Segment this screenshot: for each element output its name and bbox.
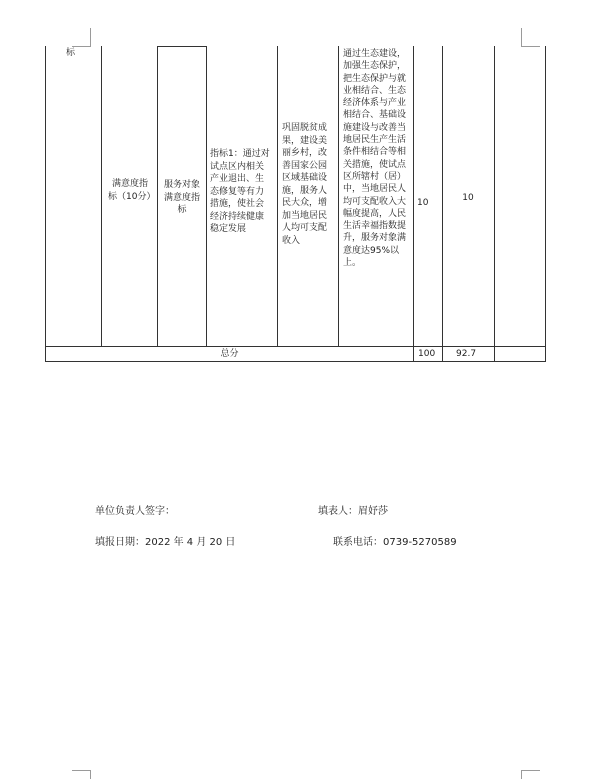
table-rule-subdim-top bbox=[157, 46, 207, 47]
row-label-fragment: 标 bbox=[66, 48, 76, 58]
table-rule-col4 bbox=[277, 46, 278, 347]
content-cell: 巩固脱贫成果，建设美丽乡村，改善国家公园区域基础设施，服务人民大众，增加当地居民人均可支配收入 bbox=[282, 123, 328, 246]
table-rule-col5 bbox=[338, 46, 339, 347]
target-cell: 通过生态建设，加强生态保护，把生态保护与就业相结合、生态经济体系与产业相结合、基础设施建设与改善当地居民生产生活条件相结合等相关措施，使试点区所辖村（居）中，当地居民人均可支配收入大幅度提高，人民生活幸福指数提升，服务对象满意度达95%以上。 bbox=[343, 49, 407, 269]
table-rule-col2 bbox=[157, 46, 158, 347]
total-self-score: 92.7 bbox=[456, 349, 477, 359]
dimension-cell: 满意度指标（10分） bbox=[108, 179, 156, 202]
table-rule-col1 bbox=[101, 46, 102, 347]
contact-phone: 联系电话：0739-5270589 bbox=[333, 537, 457, 548]
table-rule-col3 bbox=[206, 46, 207, 347]
table-rule-bottom bbox=[45, 361, 546, 362]
subdimension-cell: 服务对象满意度指标 bbox=[163, 180, 200, 215]
crop-mark-top-left bbox=[72, 28, 91, 47]
crop-mark-top-right bbox=[521, 28, 540, 47]
table-rule-right bbox=[545, 46, 546, 362]
report-date: 填报日期：2022 年 4 月 20 日 bbox=[95, 537, 236, 548]
table-rule-col8 bbox=[494, 46, 495, 362]
full-score-cell: 10 bbox=[417, 198, 429, 208]
indicator-cell: 指标1：通过对试点区内相关产业退出、生态修复等有力措施，使社会经济持续健康稳定发展 bbox=[210, 149, 270, 234]
total-full-score: 100 bbox=[418, 349, 436, 359]
filler-label: 填表人：眉妤莎 bbox=[318, 506, 388, 517]
total-label: 总分 bbox=[220, 349, 239, 359]
table-rule-left bbox=[45, 46, 46, 362]
signer-label: 单位负责人签字： bbox=[95, 506, 175, 517]
table-rule-col6 bbox=[413, 46, 414, 362]
table-rule-row-divider bbox=[45, 346, 546, 347]
self-score-cell: 10 bbox=[462, 193, 474, 203]
